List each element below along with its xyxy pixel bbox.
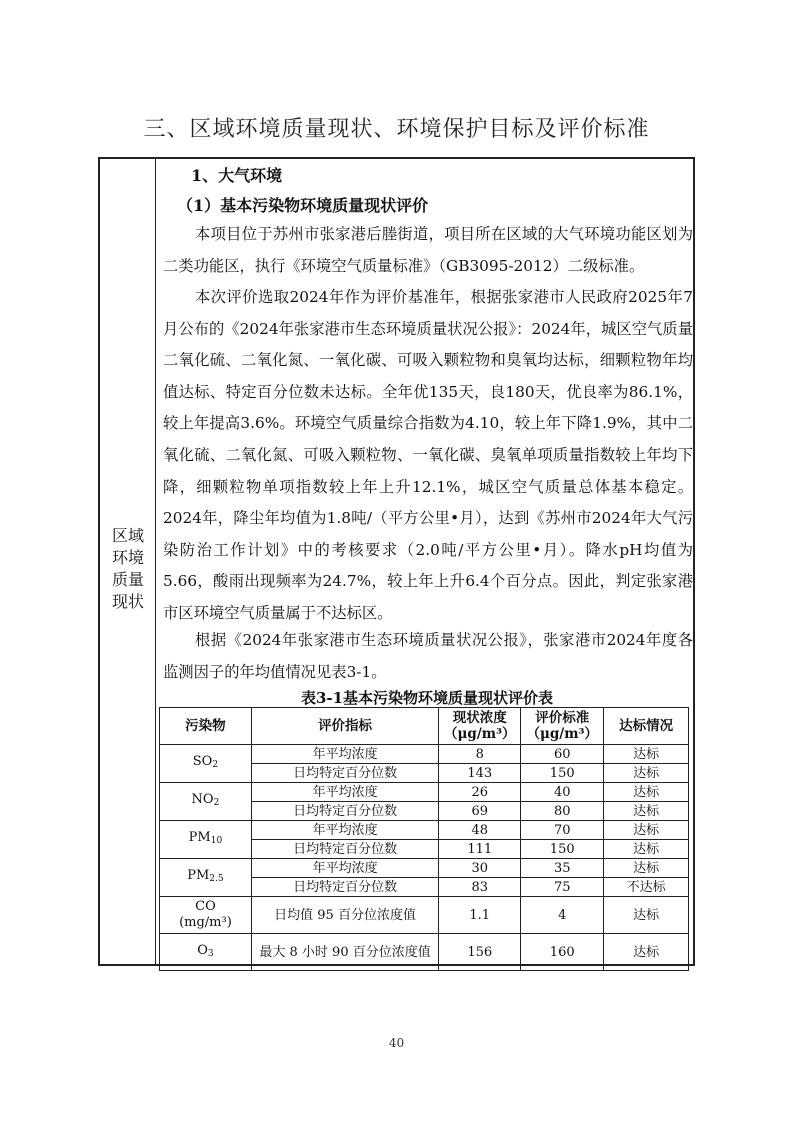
cell-standard: 150: [521, 764, 604, 783]
cell-pollutant: [160, 897, 252, 934]
cell-current: 111: [439, 840, 521, 859]
cell-indicator: 日均特定百分位数: [251, 878, 438, 897]
row-label-line: 质量: [111, 570, 144, 589]
cell-indicator: 日均特定百分位数: [251, 764, 438, 783]
heading-pollutant-evaluation: （1）基本污染物环境质量现状评价: [177, 196, 429, 215]
cell-status: 达标: [604, 934, 689, 971]
header-current-unit: （μg/m³）: [444, 726, 516, 742]
cell-indicator: 日均特定百分位数: [251, 802, 438, 821]
cell-current: 48: [439, 821, 521, 840]
left-column: [100, 159, 156, 964]
cell-indicator: 年平均浓度: [251, 783, 438, 802]
table-row: [160, 859, 689, 878]
paragraph-bulletin: 本次评价选取2024年作为评价基准年，根据张家港市人民政府2025年7月公布的《2024年张家港市生态环境质量状况公报》：2024年，城区空气质量二氧化硫、二氧化氮、一氧化碳、可吸入颗粒物和臭氧均达标，细颗粒物年均值达标、特定百分位数未达标。全年优135天，良180天，优良率为86.1%，较上年提高3.6%。环境空气质量综合指数为4.10，较上年下降1.9%，其中二氧化硫、二氧化氮、可吸入颗粒物、一氧化碳、臭氧单项质量指数较上年均下降，细颗粒物单项指数较上年上升12.1%，城区空气质量总体基本稳定。2024年，降尘年均值为1.8吨/（平方公里•月），达到《苏州市2024年大气污染防治工作计划》中的考核要求（2.0吨/平方公里•月）。降水pH均值为5.66，酸雨出现频率为24.7%，较上年上升6.4个百分点。因此，判定张家港市区环境空气质量属于不达标区。: [163, 288, 693, 622]
cell-current: 30: [439, 859, 521, 878]
cell-status: 达标: [604, 859, 689, 878]
cell-standard: 70: [521, 821, 604, 840]
cell-standard: 35: [521, 859, 604, 878]
cell-status: 达标: [604, 840, 689, 859]
row-label: [100, 525, 156, 613]
pollutant-unit: (mg/m³): [179, 915, 232, 930]
cell-pollutant: [160, 745, 252, 783]
cell-status: 达标: [604, 802, 689, 821]
paragraph-location: 本项目位于苏州市张家港后塍街道，项目所在区域的大气环境功能区划为二类功能区，执行《环境空气质量标准》（GB3095-2012）二级标准。: [163, 225, 693, 275]
header-indicator: 评价指标: [251, 708, 438, 745]
header-current: [439, 708, 521, 745]
pollutant-name: PM: [187, 868, 210, 883]
cell-current: 1.1: [439, 897, 521, 934]
header-standard-unit: （μg/m³）: [526, 726, 598, 742]
cell-status: 达标: [604, 821, 689, 840]
row-label-line: 区域: [111, 526, 144, 545]
cell-indicator: 年平均浓度: [251, 745, 438, 764]
cell-indicator: 日均值 95 百分位浓度值: [251, 897, 438, 934]
cell-indicator: 年平均浓度: [251, 821, 438, 840]
table-row: [160, 897, 689, 934]
cell-pollutant: [160, 821, 252, 859]
pollutant-name: SO: [192, 754, 213, 769]
pollutant-subscript: 2: [213, 798, 220, 808]
cell-standard: 80: [521, 802, 604, 821]
row-label-line: 现状: [111, 592, 144, 611]
cell-pollutant: [160, 859, 252, 897]
pollutant-name: PM: [188, 830, 211, 845]
cell-pollutant: [160, 783, 252, 821]
section-frame: [98, 157, 695, 966]
cell-indicator: 日均特定百分位数: [251, 840, 438, 859]
cell-status: 达标: [604, 764, 689, 783]
pollutant-subscript: 2.5: [209, 874, 224, 884]
pollutant-subscript: 3: [207, 948, 214, 959]
table-caption: 表3-1基本污染物环境质量现状评价表: [300, 689, 554, 707]
pollutant-name: NO: [191, 792, 214, 807]
paragraph-table-ref: 根据《2024年张家港市生态环境质量状况公报》，张家港市2024年度各监测因子的年均值情况见表3-1。: [163, 631, 693, 681]
header-current-label: 现状浓度: [452, 710, 507, 726]
cell-current: 143: [439, 764, 521, 783]
cell-current: 26: [439, 783, 521, 802]
cell-status: 达标: [604, 897, 689, 934]
pollutant-subscript: 2: [212, 760, 219, 770]
cell-standard: 150: [521, 840, 604, 859]
pollutant-name: CO: [195, 899, 216, 914]
cell-standard: 40: [521, 783, 604, 802]
pollutant-name: O: [197, 942, 208, 958]
page-number: 40: [388, 1036, 405, 1050]
cell-status: 达标: [604, 745, 689, 764]
content-cell: [157, 159, 693, 964]
page-title: 三、区域环境质量现状、环境保护目标及评价标准: [143, 117, 650, 142]
row-label-line: 环境: [111, 548, 144, 567]
table-row: [160, 783, 689, 802]
pollutant-subscript: 10: [210, 836, 223, 846]
header-standard: [521, 708, 604, 745]
cell-indicator: 最大 8 小时 90 百分位浓度值: [251, 934, 438, 971]
table-row: [160, 745, 689, 764]
cell-status: 达标: [604, 783, 689, 802]
header-pollutant: 污染物: [160, 708, 252, 745]
cell-standard: 60: [521, 745, 604, 764]
cell-indicator: 年平均浓度: [251, 859, 438, 878]
cell-current: 156: [439, 934, 521, 971]
header-status: 达标情况: [604, 708, 689, 745]
pollutant-table: [159, 707, 689, 971]
table-row: [160, 821, 689, 840]
cell-standard: 75: [521, 878, 604, 897]
cell-status: 不达标: [604, 878, 689, 897]
cell-current: 8: [439, 745, 521, 764]
heading-air-environment: 1、大气环境: [191, 166, 283, 185]
cell-current: 69: [439, 802, 521, 821]
cell-current: 83: [439, 878, 521, 897]
cell-pollutant: [160, 934, 252, 971]
cell-standard: 160: [521, 934, 604, 971]
table-row: [160, 934, 689, 971]
cell-standard: 4: [521, 897, 604, 934]
header-standard-label: 评价标准: [535, 710, 590, 726]
table-header-row: [160, 708, 689, 745]
